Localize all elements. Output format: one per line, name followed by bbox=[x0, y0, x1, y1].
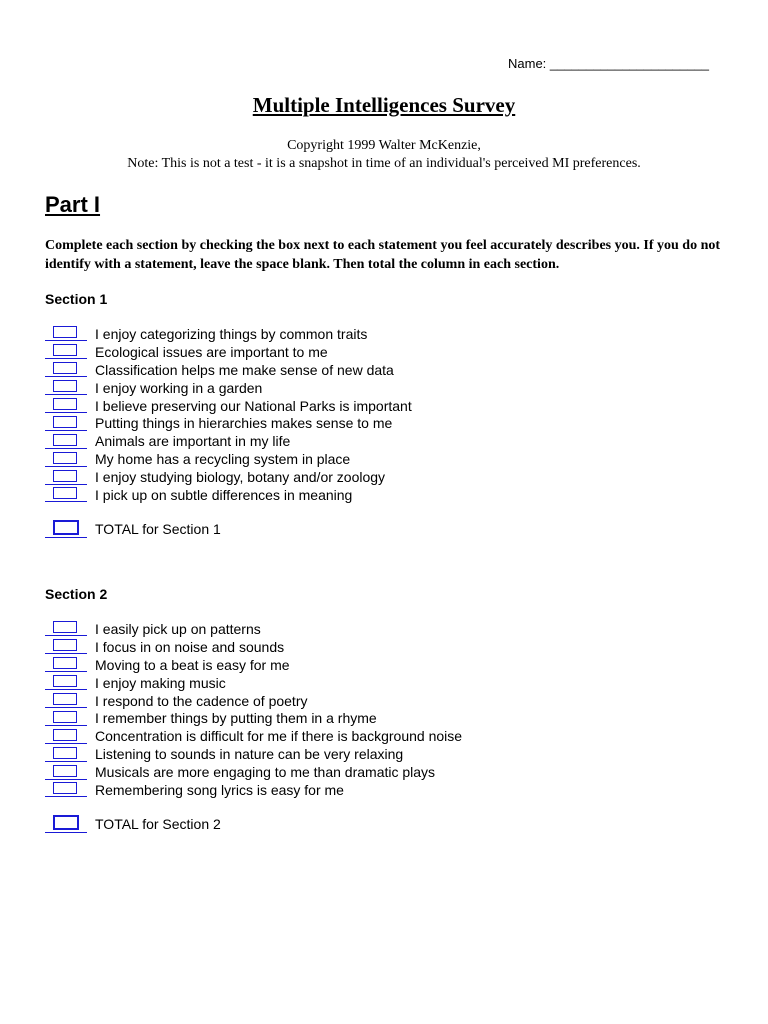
item-label: Remembering song lyrics is easy for me bbox=[95, 781, 344, 798]
list-item bbox=[45, 709, 462, 727]
copyright-line: Copyright 1999 Walter McKenzie, bbox=[287, 138, 481, 153]
list-item bbox=[45, 397, 412, 415]
item-label: Concentration is difficult for me if there is background noise bbox=[95, 728, 463, 745]
section-2-heading: Section 2 bbox=[45, 586, 108, 602]
list-item bbox=[45, 674, 462, 692]
checkbox[interactable] bbox=[45, 416, 87, 431]
item-label: Animals are important in my life bbox=[95, 433, 291, 450]
checkbox[interactable] bbox=[45, 675, 87, 690]
item-label: I remember things by putting them in a rhyme bbox=[95, 710, 377, 727]
item-label: I believe preserving our National Parks is important bbox=[95, 397, 412, 414]
item-label: I enjoy making music bbox=[95, 674, 226, 691]
section-1-heading: Section 1 bbox=[45, 291, 108, 307]
checkbox[interactable] bbox=[45, 693, 87, 708]
item-label: I pick up on subtle differences in meaning bbox=[95, 486, 353, 503]
instructions: Complete each section by checking the box next to each statement you feel accurately describes you. If you do not identify with a statement, leave the space blank. Then total the column in each section. bbox=[45, 238, 721, 272]
item-label: Moving to a beat is easy for me bbox=[95, 656, 290, 673]
item-label: I enjoy working in a garden bbox=[95, 379, 263, 396]
checkbox[interactable] bbox=[45, 621, 87, 636]
list-item bbox=[45, 638, 462, 656]
item-label: Ecological issues are important to me bbox=[95, 343, 328, 360]
item-label: I enjoy studying biology, botany and/or zoology bbox=[95, 469, 386, 486]
section-1-total bbox=[45, 520, 221, 538]
item-label: I respond to the cadence of poetry bbox=[95, 692, 308, 709]
checkbox[interactable] bbox=[45, 711, 87, 726]
list-item bbox=[45, 432, 412, 450]
list-item bbox=[45, 656, 462, 674]
checkbox[interactable] bbox=[45, 729, 87, 744]
item-label: Classification helps me make sense of new data bbox=[95, 361, 394, 378]
item-label: Putting things in hierarchies makes sense to me bbox=[95, 415, 393, 432]
list-item bbox=[45, 414, 412, 432]
checkbox[interactable] bbox=[45, 362, 87, 377]
total-input[interactable] bbox=[45, 815, 87, 833]
list-item bbox=[45, 692, 462, 710]
checkbox[interactable] bbox=[45, 657, 87, 672]
checkbox[interactable] bbox=[45, 470, 87, 485]
checkbox[interactable] bbox=[45, 782, 87, 797]
checkbox[interactable] bbox=[45, 487, 87, 502]
page-title: Multiple Intelligences Survey bbox=[252, 93, 516, 117]
total-label: TOTAL for Section 1 bbox=[95, 521, 221, 537]
list-item bbox=[45, 361, 412, 379]
item-label: I enjoy categorizing things by common traits bbox=[95, 325, 368, 342]
checkbox[interactable] bbox=[45, 326, 87, 341]
item-label: Musicals are more engaging to me than dramatic plays bbox=[95, 764, 436, 781]
total-label: TOTAL for Section 2 bbox=[95, 816, 221, 832]
checkbox[interactable] bbox=[45, 639, 87, 654]
checkbox[interactable] bbox=[45, 398, 87, 413]
section-2-list bbox=[45, 620, 462, 799]
note-line: Note: This is not a test - it is a snapshot in time of an individual's perceived MI preferences. bbox=[127, 156, 641, 171]
list-item bbox=[45, 379, 412, 397]
list-item bbox=[45, 763, 462, 781]
name-field-label[interactable]: Name: ______________________ bbox=[508, 56, 709, 71]
checkbox[interactable] bbox=[45, 765, 87, 780]
total-input[interactable] bbox=[45, 520, 87, 538]
checkbox[interactable] bbox=[45, 452, 87, 467]
list-item bbox=[45, 325, 412, 343]
list-item bbox=[45, 486, 412, 504]
list-item bbox=[45, 620, 462, 638]
checkbox[interactable] bbox=[45, 747, 87, 762]
part-heading: Part I bbox=[45, 192, 101, 217]
list-item bbox=[45, 343, 412, 361]
list-item bbox=[45, 745, 462, 763]
list-item bbox=[45, 727, 462, 745]
checkbox[interactable] bbox=[45, 344, 87, 359]
section-2-total bbox=[45, 815, 221, 833]
item-label: I easily pick up on patterns bbox=[95, 620, 261, 637]
item-label: My home has a recycling system in place bbox=[95, 451, 351, 468]
list-item bbox=[45, 468, 412, 486]
checkbox[interactable] bbox=[45, 434, 87, 449]
list-item bbox=[45, 450, 412, 468]
list-item bbox=[45, 781, 462, 799]
item-label: I focus in on noise and sounds bbox=[95, 638, 285, 655]
item-label: Listening to sounds in nature can be very relaxing bbox=[95, 746, 404, 763]
checkbox[interactable] bbox=[45, 380, 87, 395]
section-1-list bbox=[45, 325, 412, 504]
